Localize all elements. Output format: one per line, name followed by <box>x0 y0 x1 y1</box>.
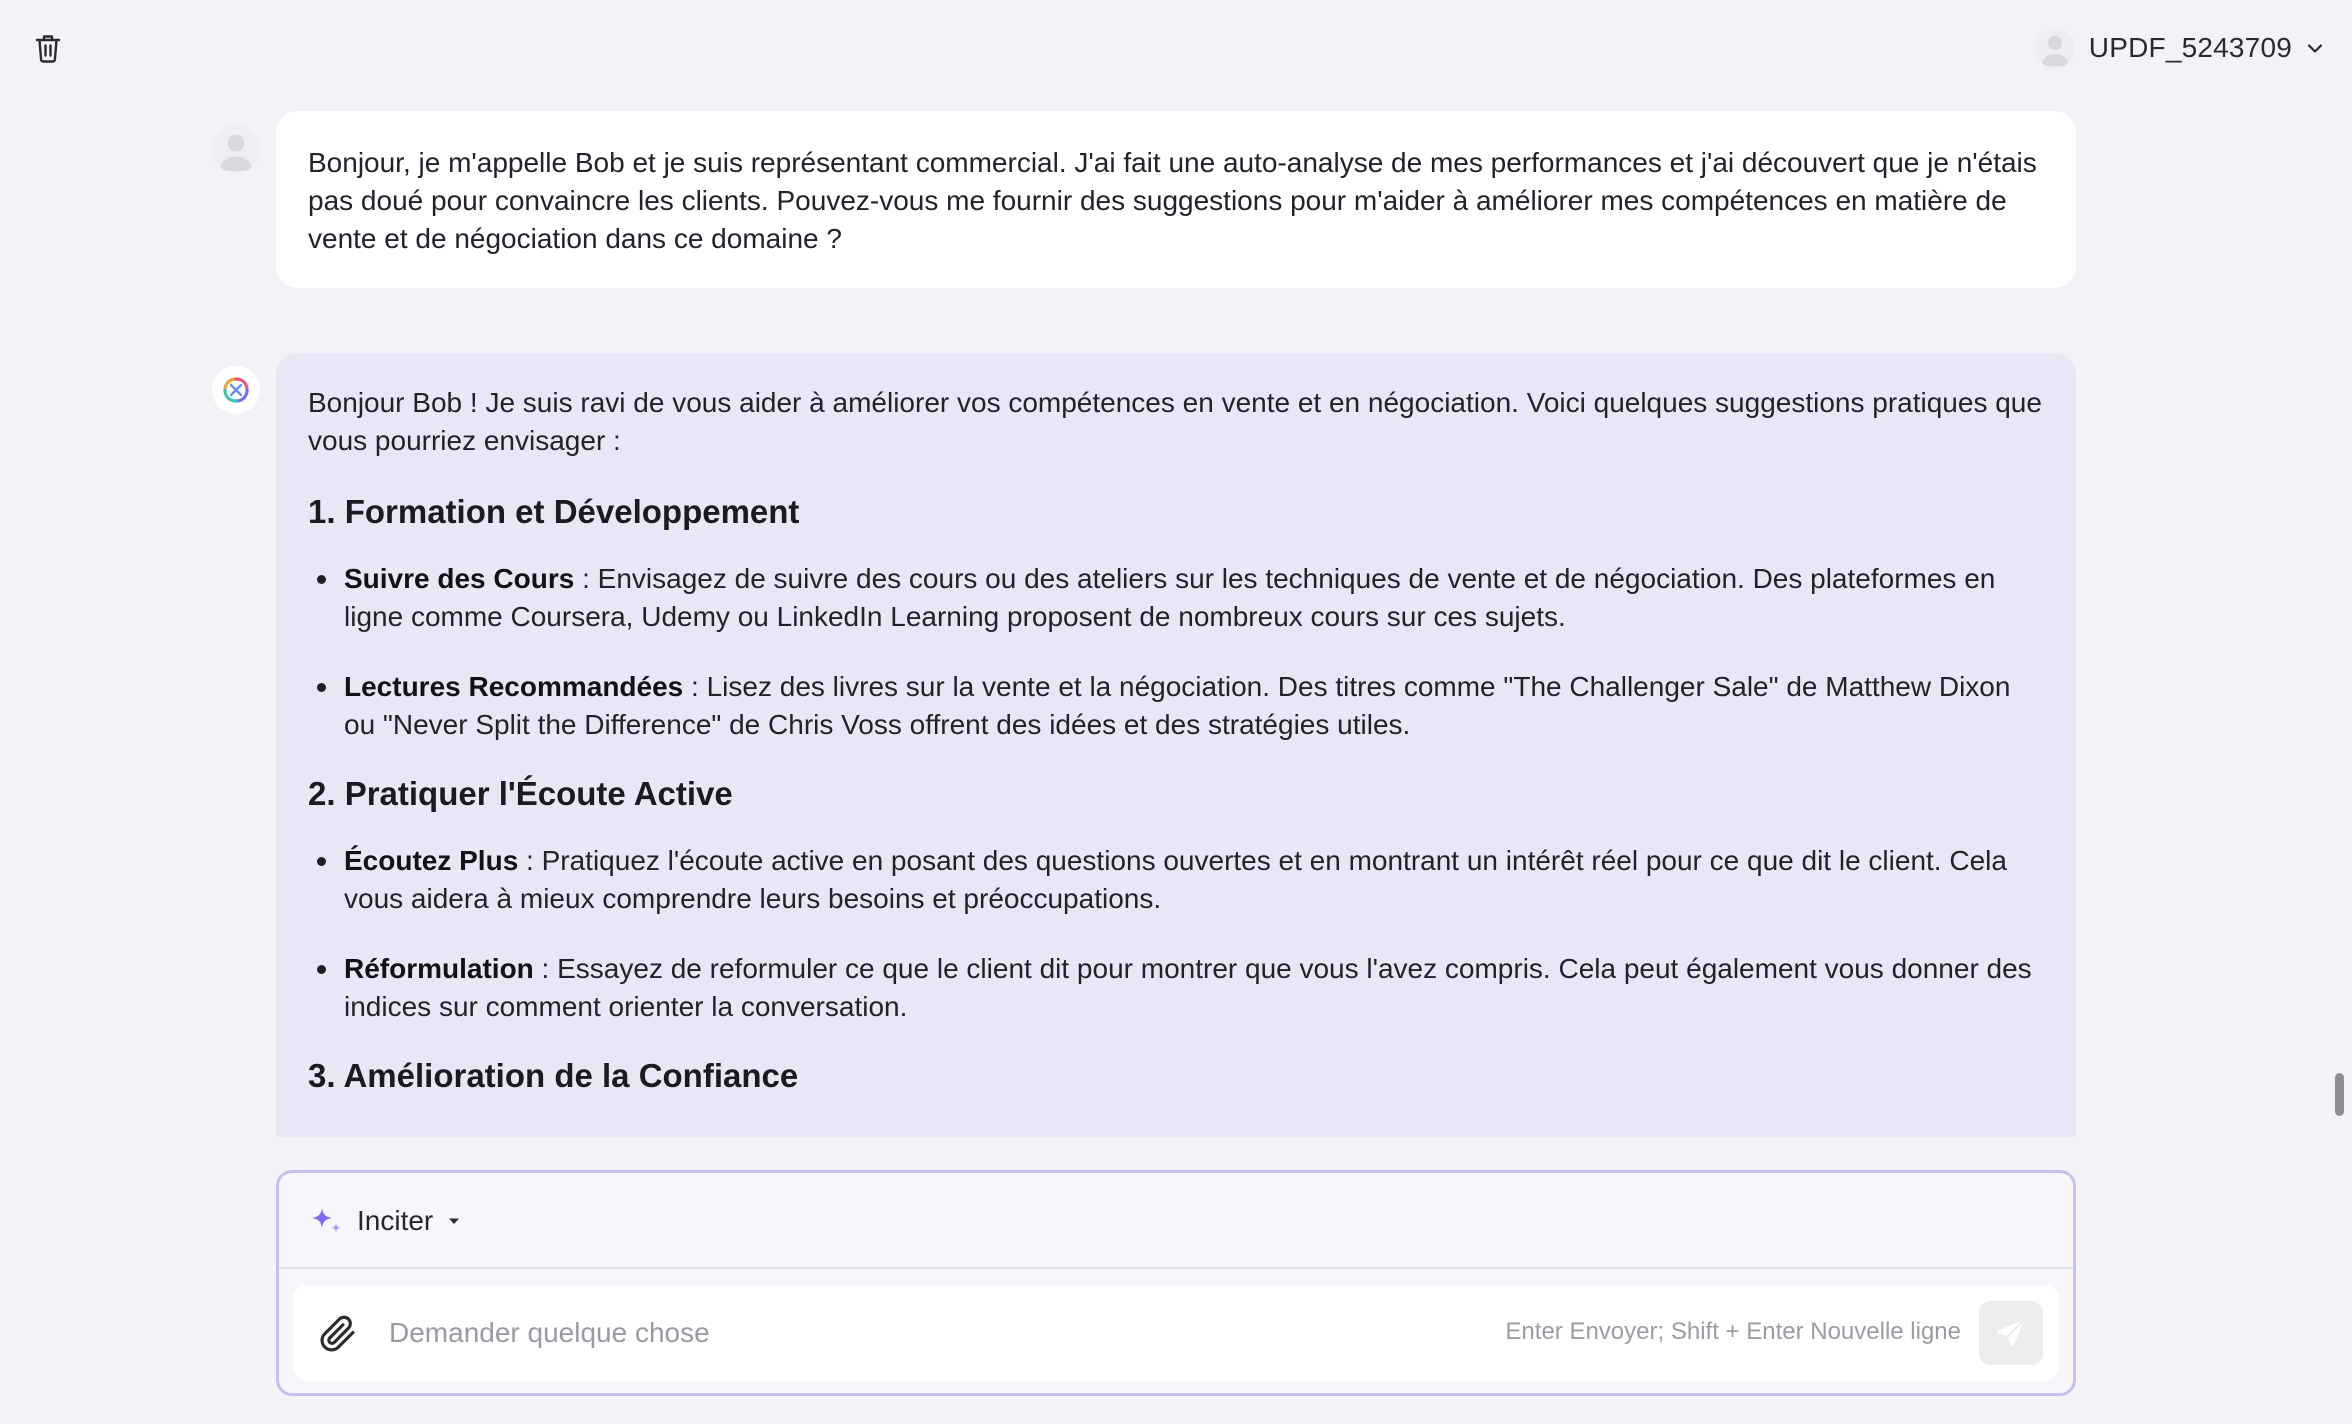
user-message: Bonjour, je m'appelle Bob et je suis représentant commercial. J'ai fait une auto-analyse de mes performances et j'ai découvert que je n'étais pas doué pour convaincre les clients. Pouvez-vous me fournir des suggestions pour m'aider à améliorer mes compétences en matière de vente et de négociation dans ce domaine ? <box>276 111 2076 288</box>
prompt-label: Inciter <box>357 1205 434 1236</box>
item-text: : Essayez de reformuler ce que le client dit pour montrer que vous l'avez compris. Cela peut également vous donner des indices sur comment orienter la conversation. <box>344 953 2032 1022</box>
account-username: UPDF_5243709 <box>2088 32 2292 63</box>
list-item <box>308 950 2044 1026</box>
ai-logo-icon <box>219 373 253 407</box>
section-heading: 3. Amélioration de la Confiance <box>308 1057 799 1094</box>
input-row <box>293 1285 2059 1381</box>
user-avatar-icon <box>212 125 260 173</box>
item-title: Réformulation <box>344 953 534 984</box>
chevron-down-icon <box>2306 42 2324 54</box>
suggestion-list <box>308 842 2044 1026</box>
message-composer <box>276 1170 2076 1396</box>
item-text: : Lisez des livres sur la vente et la négociation. Des titres comme "The Challenger Sale" de Matthew Dixon ou "Never Split the Difference" de Chris Voss offrent des idées et des stratégies utiles. <box>344 671 2011 740</box>
suggestion-list <box>308 560 2044 744</box>
ai-message <box>276 353 2076 1137</box>
account-menu[interactable] <box>2035 26 2324 70</box>
send-icon <box>1994 1316 2028 1350</box>
sparkle-icon <box>309 1205 343 1237</box>
section-heading: 2. Pratiquer l'Écoute Active <box>308 775 733 812</box>
composer-divider <box>279 1267 2073 1269</box>
trash-icon <box>34 33 62 63</box>
message-input[interactable] <box>389 1305 1389 1361</box>
send-button[interactable] <box>1979 1301 2043 1365</box>
caret-down-icon <box>447 1216 461 1226</box>
delete-chat-button[interactable] <box>28 28 68 68</box>
scrollbar-thumb[interactable] <box>2335 1073 2344 1116</box>
list-item <box>308 560 2044 636</box>
user-message-avatar <box>212 125 260 173</box>
ai-intro-text: Bonjour Bob ! Je suis ravi de vous aider à améliorer vos compétences en vente et en négociation. Voici quelques suggestions pratiques que vous pourriez envisager : <box>308 387 2042 456</box>
section-heading: 1. Formation et Développement <box>308 493 800 530</box>
ai-message-avatar <box>212 366 260 414</box>
attach-button[interactable] <box>317 1313 359 1355</box>
item-text: : Envisagez de suivre des cours ou des ateliers sur les techniques de vente et de négociation. Des plateformes en ligne comme Coursera, Udemy ou LinkedIn Learning proposent de nombreux cours sur ces sujets. <box>344 563 1996 632</box>
item-title: Suivre des Cours <box>344 563 575 594</box>
list-item <box>308 842 2044 918</box>
avatar <box>2035 28 2075 68</box>
item-title: Lectures Recommandées <box>344 671 684 702</box>
shortcut-hint: Enter Envoyer; Shift + Enter Nouvelle ligne <box>1505 1318 1961 1345</box>
item-text: : Pratiquez l'écoute active en posant des questions ouvertes et en montrant un intérêt réel pour ce que dit le client. Cela vous aidera à mieux comprendre leurs besoins et préoccupations. <box>344 845 2007 914</box>
list-item <box>308 668 2044 744</box>
prompt-selector[interactable] <box>309 1201 461 1241</box>
paperclip-icon <box>319 1315 357 1353</box>
user-avatar-icon <box>2035 28 2075 68</box>
item-title: Écoutez Plus <box>344 845 519 876</box>
